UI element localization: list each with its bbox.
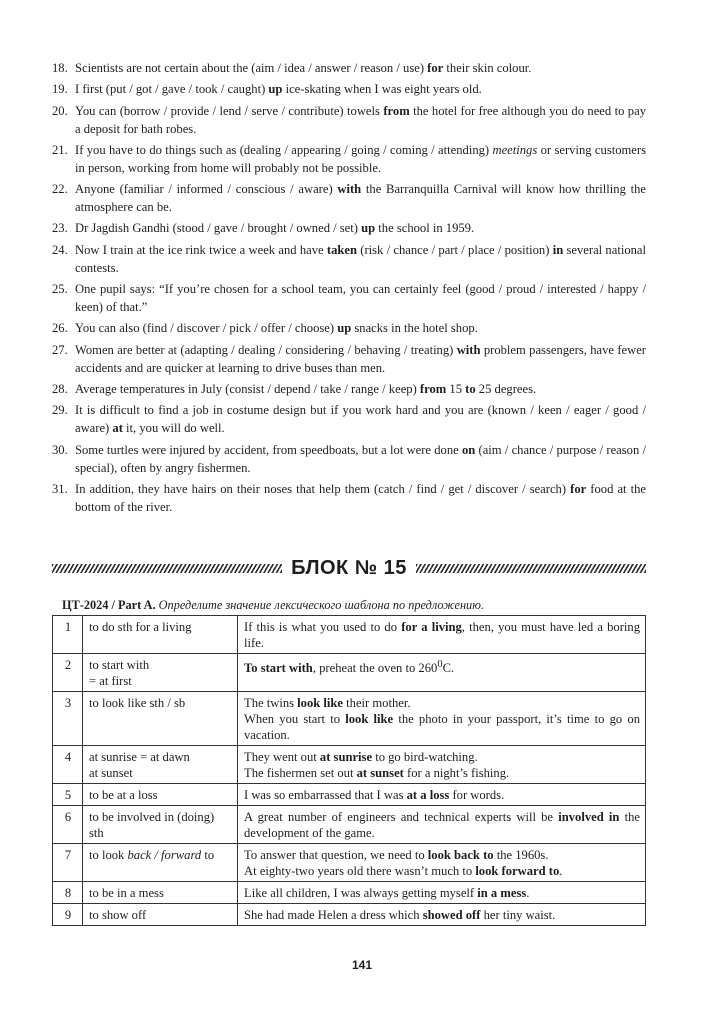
text-run: (aim / chance / purpose / reason / special), often by angry fishermen. xyxy=(75,442,646,475)
text-run: , then, you must have led a boring life. xyxy=(244,620,640,650)
text-run: You can (borrow / provide / lend / serve / contribute) towels xyxy=(75,103,384,118)
keyword-bold: To start with xyxy=(244,661,313,676)
exercise-number: 22. xyxy=(52,182,68,197)
text-run: To answer that question, we need to xyxy=(244,848,428,862)
keyword-bold: in a mess xyxy=(477,886,527,900)
text-run: When you start to xyxy=(244,712,346,726)
table-row xyxy=(53,616,646,654)
text-run: Average temperatures in July (consist / depend / take / range / keep) xyxy=(75,381,420,396)
text-run: it, you will do well. xyxy=(122,421,225,436)
text-run: her tiny waist. xyxy=(480,908,556,922)
keyword-bold: on xyxy=(461,442,476,457)
exercise-item xyxy=(52,280,646,316)
task-source: ЦТ-2024 / Part A. xyxy=(62,598,156,612)
text-run: to be at a loss xyxy=(89,788,158,802)
keyword-bold: at sunrise xyxy=(319,750,373,764)
exercise-list xyxy=(52,59,646,519)
keyword-bold: up xyxy=(268,82,283,97)
text-run: to do sth for a living xyxy=(89,620,192,634)
keyword-bold: from xyxy=(383,103,410,118)
table-row xyxy=(53,692,646,746)
block-header xyxy=(52,555,646,581)
table-row xyxy=(53,746,646,784)
exercise-number: 20. xyxy=(52,103,68,118)
text-run: If this is what you used to do xyxy=(244,620,402,634)
text-run: to show off xyxy=(89,908,147,922)
text-italic: back / forward xyxy=(127,848,202,862)
text-run: It is difficult to find a job in costume design but if you work hard and you are (known / keen / eager / good / aware) xyxy=(75,403,646,436)
block-title: БЛОК № 15 xyxy=(291,556,407,579)
text-run: or serving customers in person, working from home will probably not be possible. xyxy=(75,142,646,175)
exercise-item xyxy=(52,141,646,177)
text-run: Like all children, I was always getting myself xyxy=(244,886,478,900)
text-run: You can also (find / discover / pick / offer / choose) xyxy=(75,321,338,336)
text-run: to xyxy=(201,848,215,862)
exercise-number: 19. xyxy=(52,82,68,97)
text-run: for a night’s fishing. xyxy=(403,766,510,780)
table-row xyxy=(53,654,646,692)
task-caption xyxy=(62,597,484,613)
example-sentence xyxy=(238,784,646,806)
row-number: 6 xyxy=(53,806,83,844)
text-run: 25 degrees. xyxy=(475,381,537,396)
text-run: their mother. xyxy=(343,696,411,710)
keyword-bold: look back to xyxy=(427,848,494,862)
exercise-item xyxy=(52,180,646,216)
text-run: the 1960s. xyxy=(493,848,549,862)
keyword-bold: at a loss xyxy=(406,788,450,802)
example-sentence xyxy=(238,806,646,844)
text-run: . xyxy=(559,864,563,878)
exercise-number: 31. xyxy=(52,481,68,496)
table-row xyxy=(53,844,646,882)
text-run: snacks in the hotel shop. xyxy=(351,321,478,336)
exercise-item xyxy=(52,341,646,377)
text-run: I first (put / got / gave / took / caught) xyxy=(75,82,269,97)
text-run: Anyone (familiar / informed / conscious / aware) xyxy=(75,182,338,197)
example-sentence xyxy=(238,882,646,904)
text-run: at sunset xyxy=(89,766,133,780)
text-run: Women are better at (adapting / dealing / considering / behaving / treating) xyxy=(75,342,457,357)
exercise-number: 28. xyxy=(52,381,68,396)
text-run: Some turtles were injured by accident, from speedboats, but a lot were done xyxy=(75,442,462,457)
exercise-item xyxy=(52,380,646,398)
keyword-bold: at sunset xyxy=(356,766,404,780)
exercise-number: 23. xyxy=(52,221,68,236)
table-row xyxy=(53,882,646,904)
text-run: Now I train at the ice rink twice a week and have xyxy=(75,242,327,257)
text-run: to be involved in (doing) sth xyxy=(89,810,215,840)
text-run: ice-skating when I was eight years old. xyxy=(282,82,482,97)
hatch-decoration-right xyxy=(416,564,646,573)
text-run: = at first xyxy=(89,674,132,688)
keyword-bold: to xyxy=(465,381,476,396)
keyword-bold: up xyxy=(337,321,352,336)
text-run: . xyxy=(526,886,530,900)
example-sentence xyxy=(238,904,646,926)
exercise-number: 26. xyxy=(52,321,68,336)
text-run: She had made Helen a dress which xyxy=(244,908,423,922)
text-run: the school in 1959. xyxy=(375,221,475,236)
lexical-pattern xyxy=(83,882,238,904)
text-run: to go bird-watching. xyxy=(372,750,478,764)
lexical-pattern xyxy=(83,784,238,806)
example-sentence xyxy=(238,844,646,882)
lexical-pattern xyxy=(83,692,238,746)
text-run: Dr Jagdish Gandhi (stood / gave / brought / owned / set) xyxy=(75,221,362,236)
keyword-bold: with xyxy=(337,182,362,197)
text-run: In addition, they have hairs on their noses that help them (catch / find / get / discover / search) xyxy=(75,481,571,496)
exercise-number: 25. xyxy=(52,282,68,297)
table-row xyxy=(53,904,646,926)
keyword-bold: showed off xyxy=(422,908,481,922)
text-run: several national contests. xyxy=(75,242,646,275)
keyword-bold: for xyxy=(427,61,444,75)
text-run: A great number of engineers and technical experts will be xyxy=(244,810,559,824)
row-number: 3 xyxy=(53,692,83,746)
text-run: The twins xyxy=(244,696,298,710)
superscript: 0 xyxy=(437,659,443,670)
row-number: 7 xyxy=(53,844,83,882)
keyword-bold: look like xyxy=(297,696,344,710)
text-run: to start with xyxy=(89,658,150,672)
exercise-number: 27. xyxy=(52,342,68,357)
text-run: At eighty-two years old there wasn’t much to xyxy=(244,864,476,878)
hatch-decoration-left xyxy=(52,564,282,573)
example-sentence xyxy=(238,692,646,746)
text-run: the photo in your passport, it’s time to go on vacation. xyxy=(244,712,640,742)
text-run: for words. xyxy=(449,788,505,802)
text-run: to look xyxy=(89,848,128,862)
text-run: , preheat the oven to 260 xyxy=(312,661,438,676)
keyword-bold: look forward to xyxy=(475,864,560,878)
keyword-bold: taken xyxy=(326,242,357,257)
page-number: 141 xyxy=(351,958,373,972)
lexical-pattern xyxy=(83,806,238,844)
keyword-bold: at xyxy=(112,421,123,436)
lexical-pattern xyxy=(83,904,238,926)
keyword-bold: up xyxy=(361,221,376,236)
text-run: I was so embarrassed that I was xyxy=(244,788,407,802)
keyword-bold: for a living xyxy=(401,620,462,634)
row-number: 4 xyxy=(53,746,83,784)
text-run: If you have to do things such as (dealing / appearing / going / coming / attending) xyxy=(75,142,493,157)
row-number: 9 xyxy=(53,904,83,926)
exercise-number: 29. xyxy=(52,403,68,418)
text-run: Scientists are not certain about the (aim / idea / answer / reason / use) xyxy=(75,61,428,75)
keyword-bold: in xyxy=(552,242,564,257)
row-number: 2 xyxy=(53,654,83,692)
text-run: to be in a mess xyxy=(89,886,164,900)
keyword-bold: look like xyxy=(345,712,394,726)
text-run: the Barranquilla Carnival will know how thrilling the atmosphere can be. xyxy=(75,182,646,215)
exercise-number: 21. xyxy=(52,142,68,157)
text-run: at sunrise = at dawn xyxy=(89,750,190,764)
row-number: 1 xyxy=(53,616,83,654)
lexical-pattern xyxy=(83,844,238,882)
text-run: food at the bottom of the river. xyxy=(75,481,646,514)
exercise-item xyxy=(52,319,646,337)
exercise-item xyxy=(52,219,646,237)
exercise-item xyxy=(52,480,646,516)
exercise-number: 30. xyxy=(52,442,68,457)
text-run: The fishermen set out xyxy=(244,766,357,780)
table-row xyxy=(53,784,646,806)
text-run: 15 xyxy=(446,381,466,396)
exercise-number: 18. xyxy=(52,61,68,75)
keyword-bold: with xyxy=(456,342,481,357)
exercise-item xyxy=(52,80,646,98)
text-run: the development of the game. xyxy=(244,810,640,840)
table-row xyxy=(53,806,646,844)
exercise-item xyxy=(52,59,646,77)
keyword-bold: for xyxy=(570,481,587,496)
text-run: One pupil says: “If you’re chosen for a school team, you can certainly feel (good / proud / interested / happy / keen) of that.” xyxy=(75,282,646,315)
text-run: problem passengers, have fewer accidents and are quicker at learning to drive buses than men. xyxy=(75,342,646,375)
text-run: the hotel for free although you do need to pay a deposit for bath robes. xyxy=(75,103,646,136)
lexical-pattern xyxy=(83,746,238,784)
text-italic: meetings xyxy=(492,142,538,157)
example-sentence xyxy=(238,746,646,784)
exercise-item xyxy=(52,441,646,477)
example-sentence xyxy=(238,654,646,692)
text-run: (risk / chance / part / place / position) xyxy=(356,242,553,257)
lexical-pattern xyxy=(83,654,238,692)
exercise-item xyxy=(52,241,646,277)
row-number: 5 xyxy=(53,784,83,806)
text-run: their skin colour. xyxy=(443,61,532,75)
text-run: C. xyxy=(442,661,455,676)
exercise-item xyxy=(52,102,646,138)
keyword-bold: from xyxy=(419,381,447,396)
vocabulary-table xyxy=(52,615,646,926)
row-number: 8 xyxy=(53,882,83,904)
example-sentence xyxy=(238,616,646,654)
exercise-item xyxy=(52,401,646,437)
exercise-number: 24. xyxy=(52,242,68,257)
text-run: They went out xyxy=(244,750,320,764)
keyword-bold: involved in xyxy=(558,810,620,824)
task-instruction: Определите значение лексического шаблона по предложению. xyxy=(158,598,484,612)
text-run: to look like sth / sb xyxy=(89,696,186,710)
lexical-pattern xyxy=(83,616,238,654)
